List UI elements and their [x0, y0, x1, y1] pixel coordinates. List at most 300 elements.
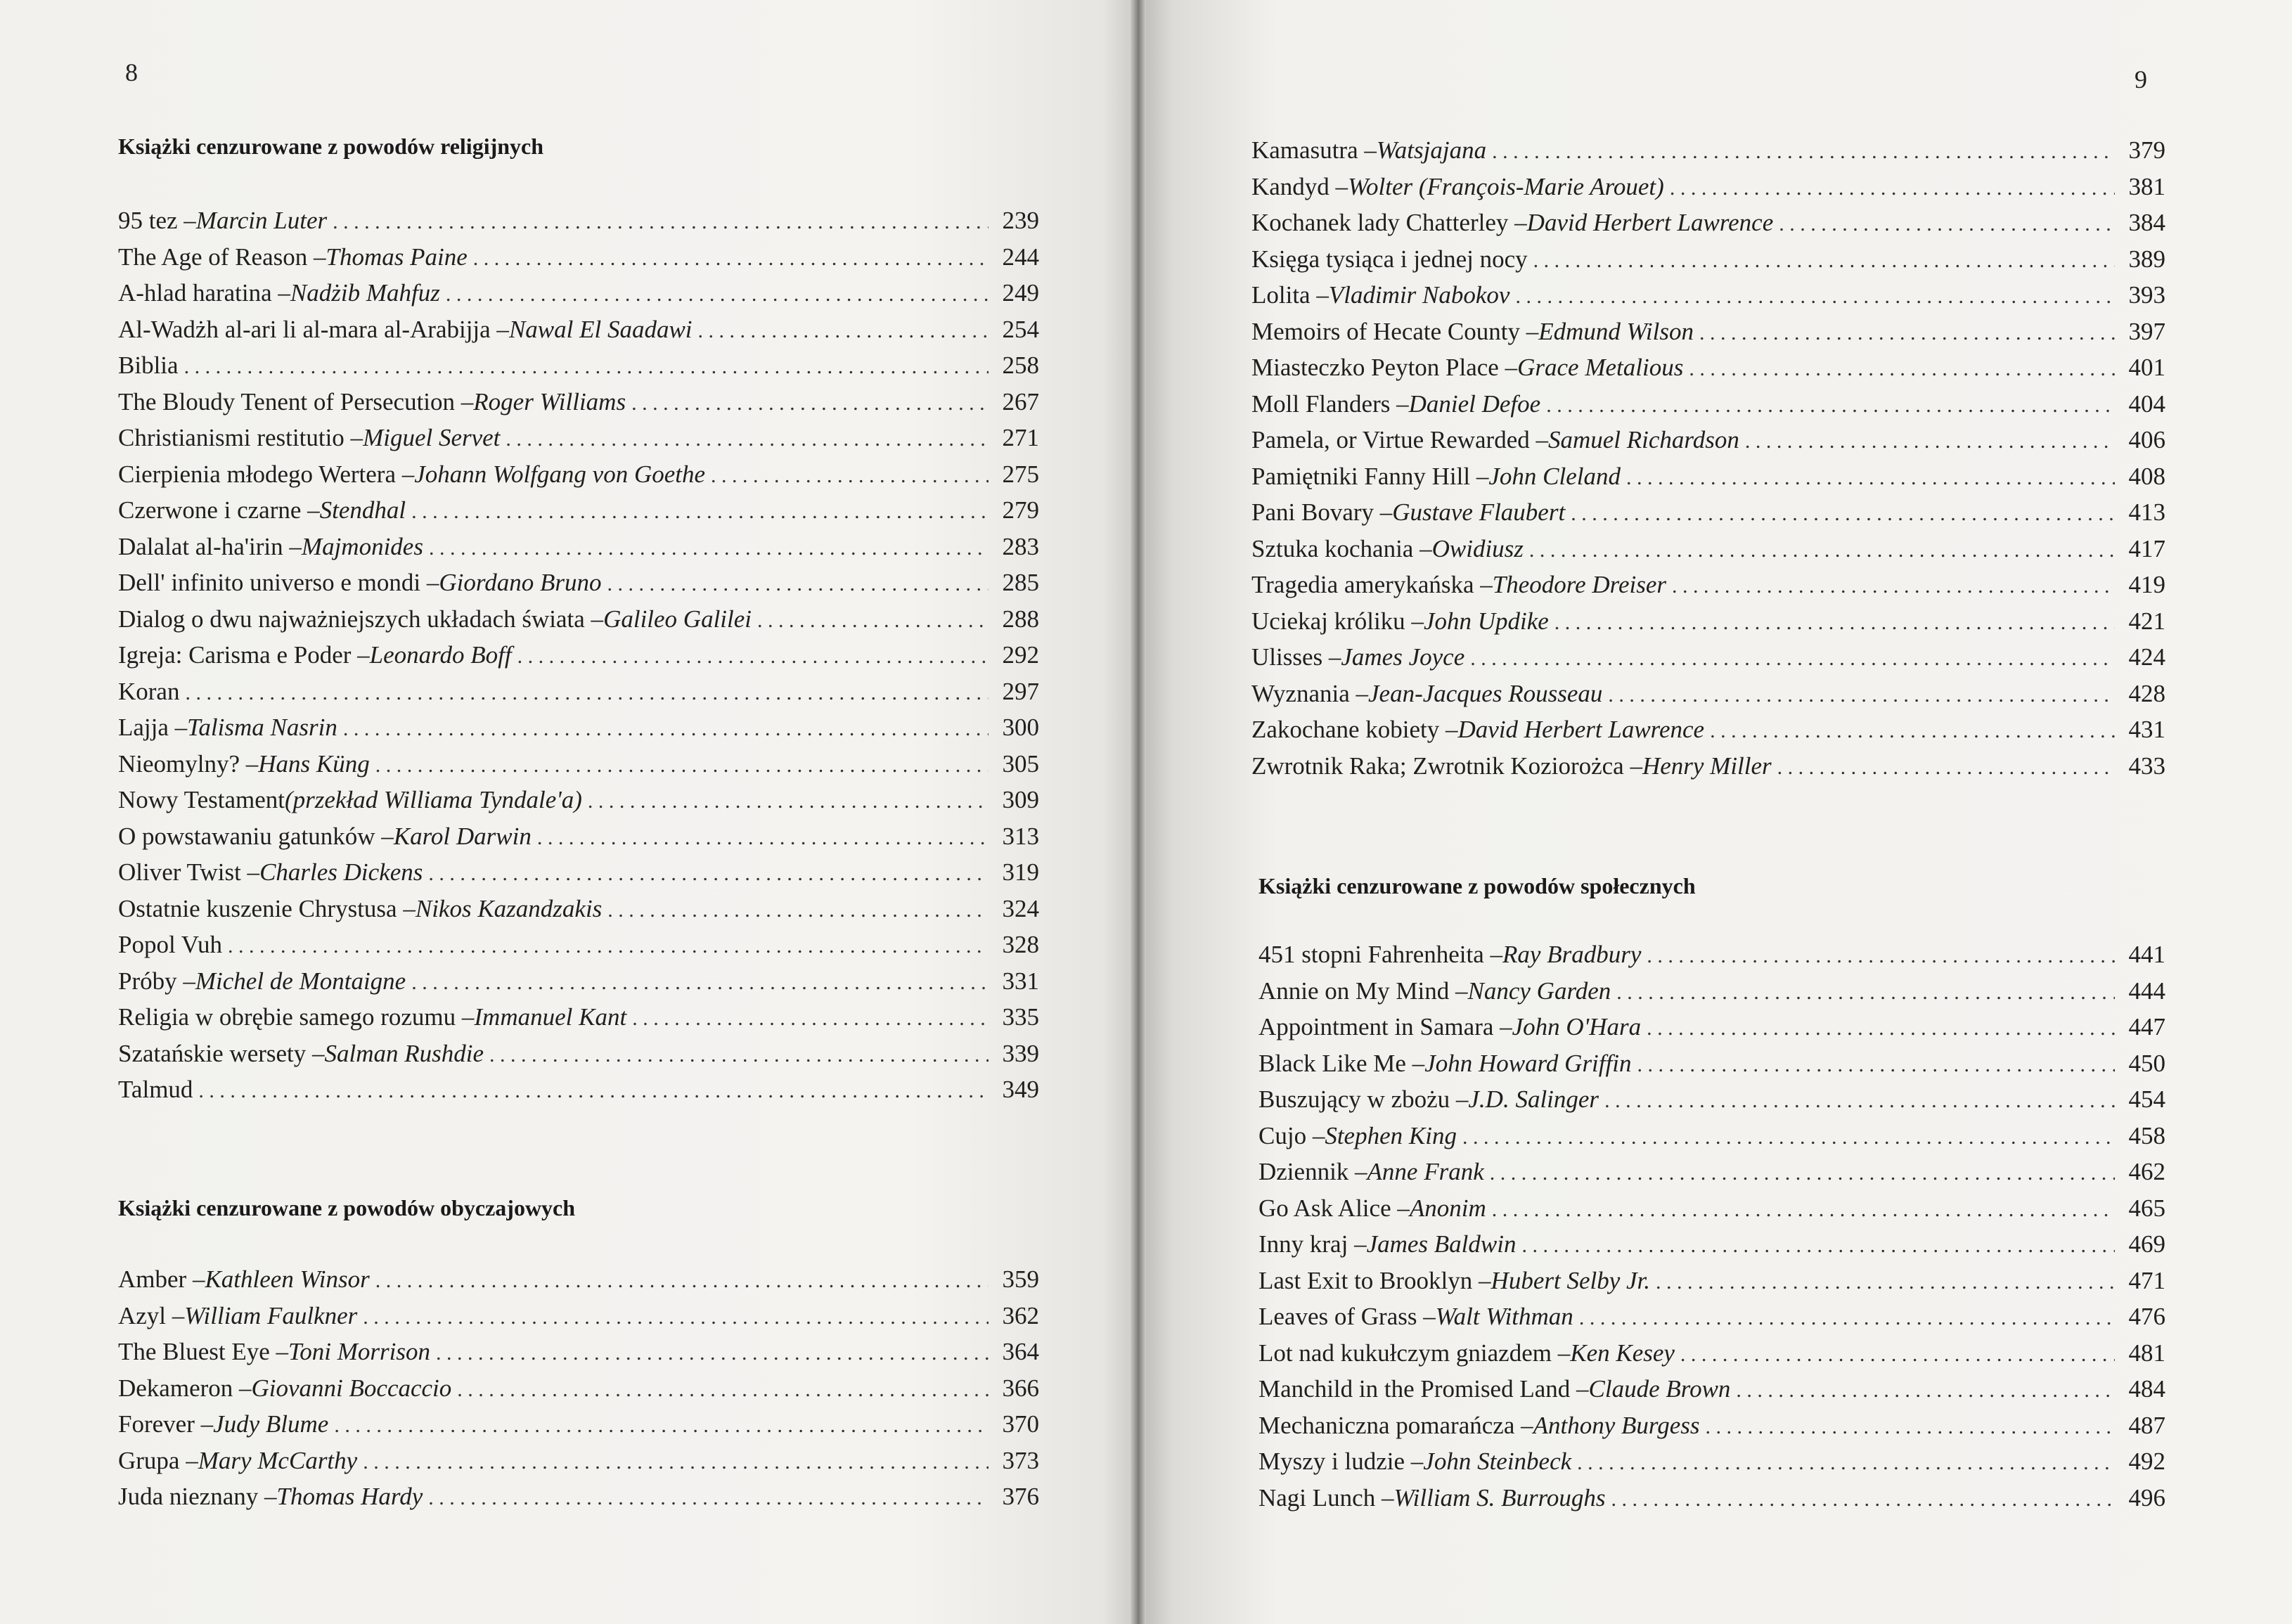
dot-leader [607, 572, 989, 596]
toc-entry-title: Al-Wadżh al-ari li al-mara al-Arabijja – [118, 315, 509, 343]
dot-leader [711, 464, 989, 488]
dot-leader [1626, 466, 2115, 490]
toc-entry-page-number: 309 [1002, 786, 1039, 813]
toc-entry [1251, 680, 2165, 716]
toc-entry [1258, 1194, 2165, 1231]
toc-entry-title: Inny kraj – [1258, 1230, 1367, 1258]
toc-entry-author: Toni Morrison [288, 1338, 430, 1365]
toc-entry-title: Księga tysiąca i jednej nocy [1251, 245, 1528, 273]
dot-leader [198, 1079, 989, 1103]
toc-entry [1251, 463, 2165, 499]
toc-entry-page-number: 454 [2128, 1085, 2165, 1113]
toc-entry-author: Daniel Defoe [1408, 389, 1541, 418]
toc-entry-author: Judy Blume [213, 1410, 329, 1438]
toc-entry-page-number: 254 [1002, 315, 1039, 343]
toc-entry-page-number: 487 [2128, 1411, 2165, 1439]
toc-entry [1251, 752, 2165, 789]
dot-leader [446, 283, 989, 307]
toc-entry [1258, 1375, 2165, 1412]
dot-leader [184, 355, 989, 379]
toc-entry-page-number: 404 [2128, 389, 2165, 418]
toc-entry-author: Immanuel Kant [474, 1003, 627, 1031]
toc-entry-page-number: 239 [1002, 207, 1039, 234]
toc-entry-page-number: 393 [2128, 281, 2165, 309]
toc-entry-page-number: 244 [1002, 243, 1039, 271]
toc-entry-page-number: 424 [2128, 643, 2165, 671]
toc-entry-page-number: 447 [2128, 1013, 2165, 1040]
toc-entry-page-number: 458 [2128, 1121, 2165, 1149]
toc-entry [1251, 716, 2165, 752]
toc-entry-page-number: 421 [2128, 607, 2165, 635]
toc-entry-author: Hubert Selby Jr. [1491, 1266, 1651, 1294]
dot-leader [1670, 176, 2115, 200]
toc-entry-page-number: 397 [2128, 317, 2165, 345]
left-page [0, 0, 1138, 1624]
toc-entry-title: Biblia [118, 352, 179, 379]
toc-entry-author: Edmund Wilson [1538, 317, 1694, 345]
toc-entry-author: Wolter (François-Marie Arouet) [1348, 172, 1664, 200]
toc-entry-title: Go Ask Alice – [1258, 1194, 1410, 1222]
toc-entry [118, 786, 1039, 823]
toc-entry-author: (przekład Williama Tyndale'a) [285, 786, 582, 813]
toc-entry-author: Giordano Bruno [439, 569, 602, 596]
toc-entry-author: Nawal El Saadawi [508, 315, 693, 343]
toc-list-moral-continued [1251, 136, 2165, 788]
toc-entry-page-number: 319 [1002, 858, 1039, 886]
toc-entry-title: A-hlad haratina – [118, 279, 290, 307]
toc-entry-page-number: 370 [1002, 1410, 1039, 1438]
toc-entry-author: Giovanni Boccaccio [251, 1374, 452, 1402]
toc-entry-author: Walt Withman [1435, 1303, 1573, 1330]
dot-leader [1710, 719, 2115, 743]
dot-leader [1672, 574, 2115, 598]
dot-leader [1736, 1379, 2115, 1403]
toc-entry [118, 1374, 1039, 1411]
toc-entry-page-number: 267 [1002, 387, 1039, 415]
toc-entry-page-number: 408 [2128, 462, 2165, 490]
toc-entry [118, 750, 1039, 787]
toc-entry-title: Memoirs of Hecate County – [1251, 317, 1539, 345]
toc-entry-page-number: 441 [2128, 941, 2165, 968]
toc-entry-author: Thomas Hardy [276, 1483, 423, 1510]
toc-entry [1251, 498, 2165, 535]
toc-entry-author: Henry Miller [1642, 752, 1772, 780]
dot-leader [1554, 611, 2115, 635]
toc-entry-author: William Faulkner [184, 1301, 358, 1329]
toc-entry-title: Leaves of Grass – [1258, 1303, 1436, 1330]
dot-leader [1492, 140, 2115, 164]
toc-entry-title: Nieomylny? – [118, 749, 259, 778]
toc-entry-author: Anonim [1409, 1194, 1486, 1222]
toc-entry-page-number: 313 [1002, 822, 1039, 850]
dot-leader [1637, 1053, 2115, 1077]
toc-entry-author: Stendhal [319, 496, 406, 524]
dot-leader [1779, 212, 2115, 236]
toc-entry-page-number: 471 [2128, 1266, 2165, 1294]
toc-entry [118, 714, 1039, 750]
toc-entry-page-number: 283 [1002, 532, 1039, 560]
toc-entry [1258, 1412, 2165, 1448]
toc-entry-author: Kathleen Winsor [205, 1265, 370, 1293]
toc-entry-title: Popol Vuh [118, 931, 222, 958]
toc-entry-title: Grupa – [118, 1446, 198, 1474]
dot-leader [757, 609, 989, 633]
toc-entry-page-number: 324 [1002, 894, 1039, 922]
dot-leader [1490, 1161, 2115, 1185]
page-number-left: 8 [125, 58, 138, 86]
book-spine [1129, 0, 1146, 1624]
toc-entry-title: Last Exit to Brooklyn – [1258, 1266, 1491, 1294]
toc-entry-title: Dziennik – [1258, 1158, 1367, 1185]
toc-entry-title: Dell' infinito universo e mondi – [118, 569, 439, 596]
toc-entry-author: Miguel Servet [363, 424, 501, 451]
dot-leader [1604, 1089, 2115, 1113]
toc-entry-author: Owidiusz [1431, 534, 1524, 562]
dot-leader [632, 1007, 989, 1031]
toc-entry-title: Forever – [118, 1410, 214, 1438]
dot-leader [428, 1486, 989, 1510]
toc-entry-title: Pani Bovary – [1251, 498, 1393, 526]
toc-entry-author: William S. Burroughs [1393, 1483, 1606, 1512]
toc-entry-page-number: 465 [2128, 1194, 2165, 1222]
toc-entry [1251, 390, 2165, 427]
dot-leader [1521, 1234, 2115, 1258]
dot-leader [1529, 539, 2115, 562]
dot-leader [1705, 1415, 2115, 1439]
dot-leader [436, 1341, 989, 1365]
toc-entry-page-number: 335 [1002, 1003, 1039, 1031]
dot-leader [457, 1378, 989, 1402]
toc-entry [118, 895, 1039, 932]
toc-entry-author: James Joyce [1341, 643, 1465, 671]
dot-leader [1745, 430, 2115, 453]
toc-entry-page-number: 406 [2128, 426, 2165, 453]
toc-entry-author: Grace Metalious [1517, 354, 1684, 381]
toc-entry-page-number: 379 [2128, 136, 2165, 164]
toc-entry [118, 569, 1039, 605]
toc-entry-author: Mary McCarthy [198, 1446, 358, 1474]
toc-entry-title: Czerwone i czarne – [118, 496, 320, 524]
toc-entry-page-number: 444 [2128, 977, 2165, 1005]
toc-entry-author: Johann Wolfgang von Goethe [414, 460, 706, 488]
toc-entry [118, 605, 1039, 642]
toc-entry-author: Nancy Garden [1467, 977, 1611, 1005]
toc-entry [118, 279, 1039, 316]
dot-leader [334, 1414, 989, 1438]
toc-entry-author: Marcin Luter [195, 207, 328, 234]
dot-leader [1777, 756, 2115, 780]
toc-entry-page-number: 279 [1002, 496, 1039, 524]
dot-leader [1608, 683, 2115, 707]
toc-entry-title: Myszy i ludzie – [1258, 1448, 1424, 1475]
toc-entry-author: John Cleland [1488, 462, 1621, 490]
dot-leader [411, 971, 989, 995]
toc-list-social [1258, 941, 2165, 1520]
toc-entry-title: Uciekaj króliku – [1251, 607, 1424, 635]
toc-entry [1251, 209, 2165, 245]
toc-entry-author: Galileo Galilei [603, 605, 752, 633]
dot-leader [428, 862, 989, 886]
toc-entry [118, 823, 1039, 859]
dot-leader [375, 1269, 989, 1293]
toc-entry-author: Thomas Paine [326, 243, 468, 271]
toc-entry-title: Zwrotnik Raka; Zwrotnik Koziorożca – [1251, 752, 1642, 780]
toc-entry-author: Theodore Dreiser [1492, 571, 1667, 598]
toc-entry [1251, 535, 2165, 572]
toc-entry-page-number: 328 [1002, 931, 1039, 958]
toc-entry-author: Nadżib Mahfuz [290, 279, 440, 307]
toc-entry [118, 1483, 1039, 1519]
dot-leader [1571, 502, 2115, 526]
toc-entry [1258, 1050, 2165, 1086]
toc-entry-page-number: 292 [1002, 641, 1039, 669]
toc-entry-page-number: 428 [2128, 679, 2165, 707]
dot-leader [631, 392, 989, 415]
toc-entry-page-number: 476 [2128, 1303, 2165, 1330]
toc-entry-page-number: 462 [2128, 1158, 2165, 1185]
dot-leader [1577, 1451, 2115, 1475]
toc-entry [1251, 607, 2165, 644]
toc-entry-title: Wyznania – [1251, 679, 1369, 707]
toc-entry-title: Nowy Testament [118, 786, 285, 813]
toc-entry [118, 1040, 1039, 1076]
toc-entry-title: Szatańskie wersety – [118, 1039, 325, 1067]
toc-entry-page-number: 419 [2128, 571, 2165, 598]
toc-entry-title: O powstawaniu gatunków – [118, 822, 394, 850]
toc-entry [1251, 173, 2165, 210]
toc-entry [1258, 941, 2165, 977]
toc-entry-page-number: 413 [2128, 498, 2165, 526]
toc-entry [1251, 245, 2165, 282]
toc-entry-title: Cujo – [1258, 1121, 1325, 1149]
toc-entry-page-number: 349 [1002, 1076, 1039, 1103]
toc-entry-title: Kandyd – [1251, 172, 1348, 200]
toc-entry-author: Gustave Flaubert [1392, 498, 1566, 526]
toc-entry-title: Tragedia amerykańska – [1251, 571, 1493, 598]
toc-entry-page-number: 285 [1002, 569, 1039, 596]
dot-leader [517, 645, 989, 669]
toc-entry-author: Anne Frank [1367, 1158, 1484, 1185]
dot-leader [537, 826, 989, 850]
dot-leader [429, 536, 989, 560]
toc-entry-title: Miasteczko Peyton Place – [1251, 354, 1518, 381]
toc-entry-title: 451 stopni Fahrenheita – [1258, 941, 1503, 968]
toc-entry-page-number: 249 [1002, 279, 1039, 307]
toc-entry-title: Dekameron – [118, 1374, 252, 1402]
toc-entry-author: Karol Darwin [393, 822, 532, 850]
toc-entry-page-number: 389 [2128, 245, 2165, 273]
dot-leader [1616, 981, 2115, 1005]
dot-leader [375, 754, 989, 778]
toc-entry-title: Mechaniczna pomarańcza – [1258, 1411, 1533, 1439]
dot-leader [1647, 1017, 2115, 1040]
toc-entry-author: James Baldwin [1366, 1230, 1517, 1258]
toc-entry [1258, 1303, 2165, 1339]
toc-entry [1251, 281, 2165, 318]
toc-entry-author: John Updike [1423, 607, 1549, 635]
toc-entry [1258, 1484, 2165, 1521]
toc-entry-title: Juda nieznany – [118, 1483, 277, 1510]
toc-entry [118, 1076, 1039, 1112]
toc-entry-title: The Age of Reason – [118, 243, 326, 271]
toc-entry-author: Ray Bradbury [1502, 941, 1642, 968]
dot-leader [1689, 357, 2115, 381]
dot-leader [1680, 1343, 2115, 1367]
dot-leader [1533, 249, 2115, 273]
dot-leader [185, 681, 989, 705]
toc-entry-title: Appointment in Samara – [1258, 1013, 1512, 1040]
toc-entry-page-number: 271 [1002, 424, 1039, 451]
toc-entry-author: Vladimir Nabokov [1328, 281, 1510, 309]
toc-entry [118, 496, 1039, 533]
toc-entry-title: Amber – [118, 1265, 205, 1293]
toc-entry-title: Christianismi restitutio – [118, 424, 363, 451]
toc-entry-title: Ulisses – [1251, 643, 1341, 671]
toc-entry-page-number: 381 [2128, 172, 2165, 200]
toc-list-religious [118, 207, 1039, 1112]
toc-entry [1251, 643, 2165, 680]
toc-entry-page-number: 305 [1002, 749, 1039, 778]
dot-leader [698, 319, 989, 343]
toc-entry [1251, 136, 2165, 173]
dot-leader [1656, 1270, 2115, 1294]
toc-entry-page-number: 496 [2128, 1483, 2165, 1512]
toc-entry-page-number: 431 [2128, 716, 2165, 743]
toc-entry-author: Ken Kesey [1570, 1339, 1675, 1367]
toc-entry [118, 1447, 1039, 1483]
toc-entry-title: Dalalat al-ha'irin – [118, 532, 302, 560]
toc-entry [1251, 426, 2165, 463]
toc-entry [118, 352, 1039, 388]
toc-entry [118, 1410, 1039, 1447]
toc-entry-page-number: 384 [2128, 209, 2165, 236]
dot-leader [1546, 394, 2115, 418]
toc-entry-page-number: 376 [1002, 1483, 1039, 1510]
toc-entry-title: Manchild in the Promised Land – [1258, 1375, 1589, 1403]
toc-entry-page-number: 417 [2128, 534, 2165, 562]
toc-entry-title: Lajja – [118, 714, 188, 741]
toc-entry-page-number: 275 [1002, 460, 1039, 488]
toc-entry [118, 641, 1039, 678]
toc-entry [118, 1003, 1039, 1040]
toc-entry-title: Kamasutra – [1251, 136, 1377, 164]
toc-entry-title: The Bluest Eye – [118, 1338, 289, 1365]
toc-entry-title: Nagi Lunch – [1258, 1483, 1394, 1512]
right-page [1138, 0, 2292, 1624]
dot-leader [588, 790, 989, 813]
toc-entry-author: Michel de Montaigne [195, 967, 406, 995]
toc-entry-title: Próby – [118, 967, 195, 995]
toc-entry-title: Dialog o dwu najważniejszych układach świata – [118, 605, 604, 633]
toc-entry-author: Leonardo Boff [369, 641, 512, 669]
toc-entry-author: David Herbert Lawrence [1457, 716, 1705, 743]
toc-entry-page-number: 433 [2128, 752, 2165, 780]
toc-entry-author: J.D. Salinger [1468, 1085, 1599, 1113]
toc-entry-title: Black Like Me – [1258, 1049, 1425, 1077]
toc-entry-author: Jean-Jacques Rousseau [1368, 679, 1603, 707]
dot-leader [363, 1450, 989, 1474]
dot-leader [1470, 647, 2115, 671]
toc-entry-title: 95 tez – [118, 207, 196, 234]
toc-entry-author: Samuel Richardson [1547, 426, 1739, 453]
dot-leader [1515, 285, 2115, 309]
toc-entry [118, 207, 1039, 243]
toc-entry-author: Salman Rushdie [324, 1039, 484, 1067]
toc-entry-title: Lot nad kukułczym gniazdem – [1258, 1339, 1571, 1367]
toc-entry [118, 931, 1039, 967]
toc-entry [1258, 1230, 2165, 1267]
toc-entry-page-number: 401 [2128, 354, 2165, 381]
toc-entry-author: John Steinbeck [1423, 1448, 1572, 1475]
toc-entry [118, 1302, 1039, 1339]
toc-entry-page-number: 297 [1002, 677, 1039, 705]
toc-list-moral [118, 1265, 1039, 1519]
toc-entry-title: Buszujący w zbożu – [1258, 1085, 1469, 1113]
dot-leader [1492, 1198, 2115, 1222]
toc-entry [118, 460, 1039, 497]
section-heading-moral: Książki cenzurowane z powodów obyczajowych [118, 1195, 576, 1220]
toc-entry-page-number: 359 [1002, 1265, 1039, 1293]
toc-entry-page-number: 362 [1002, 1301, 1039, 1329]
toc-entry-author: Hans Küng [258, 749, 370, 778]
toc-entry-title: Lolita – [1251, 281, 1329, 309]
toc-entry [1258, 1448, 2165, 1484]
toc-entry [1258, 1013, 2165, 1050]
toc-entry [1251, 318, 2165, 354]
page-number-right: 9 [2135, 65, 2147, 94]
toc-entry [118, 858, 1039, 895]
toc-entry-title: Igreja: Carisma e Poder – [118, 641, 370, 669]
dot-leader [343, 717, 989, 741]
dot-leader [1579, 1306, 2115, 1330]
toc-entry-author: Charles Dickens [259, 858, 423, 886]
dot-leader [506, 427, 989, 451]
toc-entry [118, 967, 1039, 1004]
toc-entry-author: John O'Hara [1512, 1013, 1642, 1040]
toc-entry-author: Claude Brown [1588, 1375, 1731, 1403]
toc-entry-page-number: 492 [2128, 1448, 2165, 1475]
toc-entry [1258, 1339, 2165, 1376]
toc-entry [1258, 1267, 2165, 1303]
dot-leader [1699, 321, 2115, 345]
toc-entry-title: Koran [118, 677, 180, 705]
toc-entry-page-number: 366 [1002, 1374, 1039, 1402]
toc-entry [1258, 1085, 2165, 1122]
dot-leader [1647, 944, 2115, 968]
toc-entry-title: Sztuka kochania – [1251, 534, 1432, 562]
toc-entry [118, 424, 1039, 460]
toc-entry [118, 1265, 1039, 1302]
toc-entry-page-number: 300 [1002, 714, 1039, 741]
toc-entry [118, 678, 1039, 714]
dot-leader [411, 500, 989, 524]
dot-leader [228, 934, 989, 958]
section-heading-social: Książki cenzurowane z powodów społecznych [1258, 873, 1696, 898]
toc-entry-author: John Howard Griffin [1424, 1049, 1632, 1077]
toc-entry-author: Roger Williams [473, 387, 626, 415]
toc-entry-page-number: 339 [1002, 1039, 1039, 1067]
toc-entry-author: Anthony Burgess [1533, 1411, 1700, 1439]
toc-entry-page-number: 481 [2128, 1339, 2165, 1367]
section-heading-religious: Książki cenzurowane z powodów religijnych [118, 134, 544, 159]
toc-entry-title: Oliver Twist – [118, 858, 260, 886]
toc-entry-page-number: 288 [1002, 605, 1039, 633]
toc-entry [1258, 1122, 2165, 1159]
toc-entry [1258, 977, 2165, 1014]
dot-leader [489, 1043, 989, 1067]
toc-entry-page-number: 484 [2128, 1375, 2165, 1403]
toc-entry-author: David Herbert Lawrence [1526, 209, 1774, 236]
